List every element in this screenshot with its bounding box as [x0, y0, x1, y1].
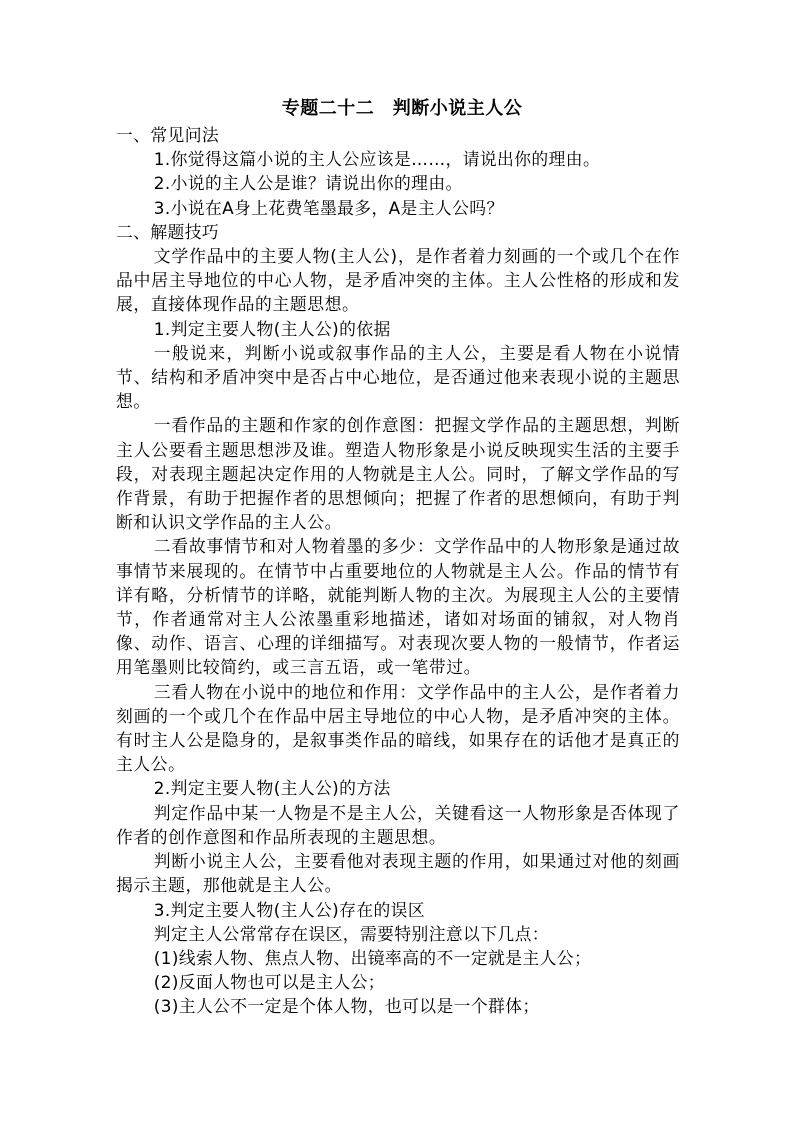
- subheading-basis: 1.判定主要人物(主人公)的依据: [153, 318, 391, 339]
- subheading-method: 2.判定主要人物(主人公)的方法: [153, 778, 391, 799]
- method-paragraph-2: 判断小说主人公，主要看他对表现主题的作用，如果通过对他的刻画揭示主题，那他就是主人公。: [116, 851, 680, 896]
- basis-paragraph-2: 一看作品的主题和作家的创作意图：把握文学作品的主题思想，判断主人公要看主题思想涉及谁。塑造人物形象是小说反映现实生活的主要手段，对表现主题起决定作用的人物就是主人公。同时，了解文学作品的写作背景，有助于把握作者的思想倾向；把握了作者的思想倾向，有助于判断和认识文学作品的主人公。: [116, 415, 680, 533]
- misconception-item-2: (2)反面人物也可以是主人公；: [153, 972, 385, 993]
- question-item-1: 1.你觉得这篇小说的主人公应该是……，请说出你的理由。: [153, 149, 601, 170]
- document-page: [116, 95, 680, 1019]
- subheading-misconceptions: 3.判定主要人物(主人公)存在的误区: [153, 899, 426, 920]
- basis-paragraph-3: 二看故事情节和对人物着墨的多少：文学作品中的人物形象是通过故事情节来展现的。在情节中占重要地位的人物就是主人公。作品的情节有详有略，分析情节的详略，就能判断人物的主次。为展现主人公的主要情节，作者通常对主人公浓墨重彩地描述，诸如对场面的铺叙，对人物肖像、动作、语言、心理的详细描写。对表现次要人物的一般情节，作者运用笔墨则比较简约，或三言五语，或一笔带过。: [116, 536, 680, 678]
- basis-paragraph-1: 一般说来，判断小说或叙事作品的主人公，主要是看人物在小说情节、结构和矛盾冲突中是否占中心地位，是否通过他来表现小说的主题思想。: [116, 342, 680, 412]
- question-item-3: 3.小说在A身上花费笔墨最多，A是主人公吗？: [153, 197, 504, 218]
- techniques-intro-paragraph: 文学作品中的主要人物(主人公)，是作者着力刻画的一个或几个在作品中居主导地位的中心人物，是矛盾冲突的主体。主人公性格的形成和发展，直接体现作品的主题思想。: [116, 246, 680, 315]
- basis-paragraph-4: 三看人物在小说中的地位和作用：文学作品中的主人公，是作者着力刻画的一个或几个在作品中居主导地位的中心人物，是矛盾冲突的主体。有时主人公是隐身的，是叙事类作品的暗线，如果存在的话他才是真正的主人公。: [116, 681, 680, 775]
- method-paragraph-1: 判定作品中某一人物是不是主人公，关键看这一人物形象是否体现了作者的创作意图和作品所表现的主题思想。: [116, 802, 680, 847]
- section-heading-common-questions: 一、常见问法: [116, 125, 220, 145]
- misconception-item-1: (1)线索人物、焦点人物、出镜率高的不一定就是主人公；: [153, 947, 592, 968]
- question-item-2: 2.小说的主人公是谁？请说出你的理由。: [153, 173, 463, 194]
- section-heading-techniques: 二、解题技巧: [116, 221, 220, 242]
- misconception-item-3: (3)主人公不一定是个体人物，也可以是一个群体；: [153, 996, 540, 1017]
- misconceptions-intro: 判定主人公常常存在误区，需要特别注意以下几点：: [153, 923, 549, 944]
- document-title: 专题二十二 判断小说主人公: [281, 98, 523, 119]
